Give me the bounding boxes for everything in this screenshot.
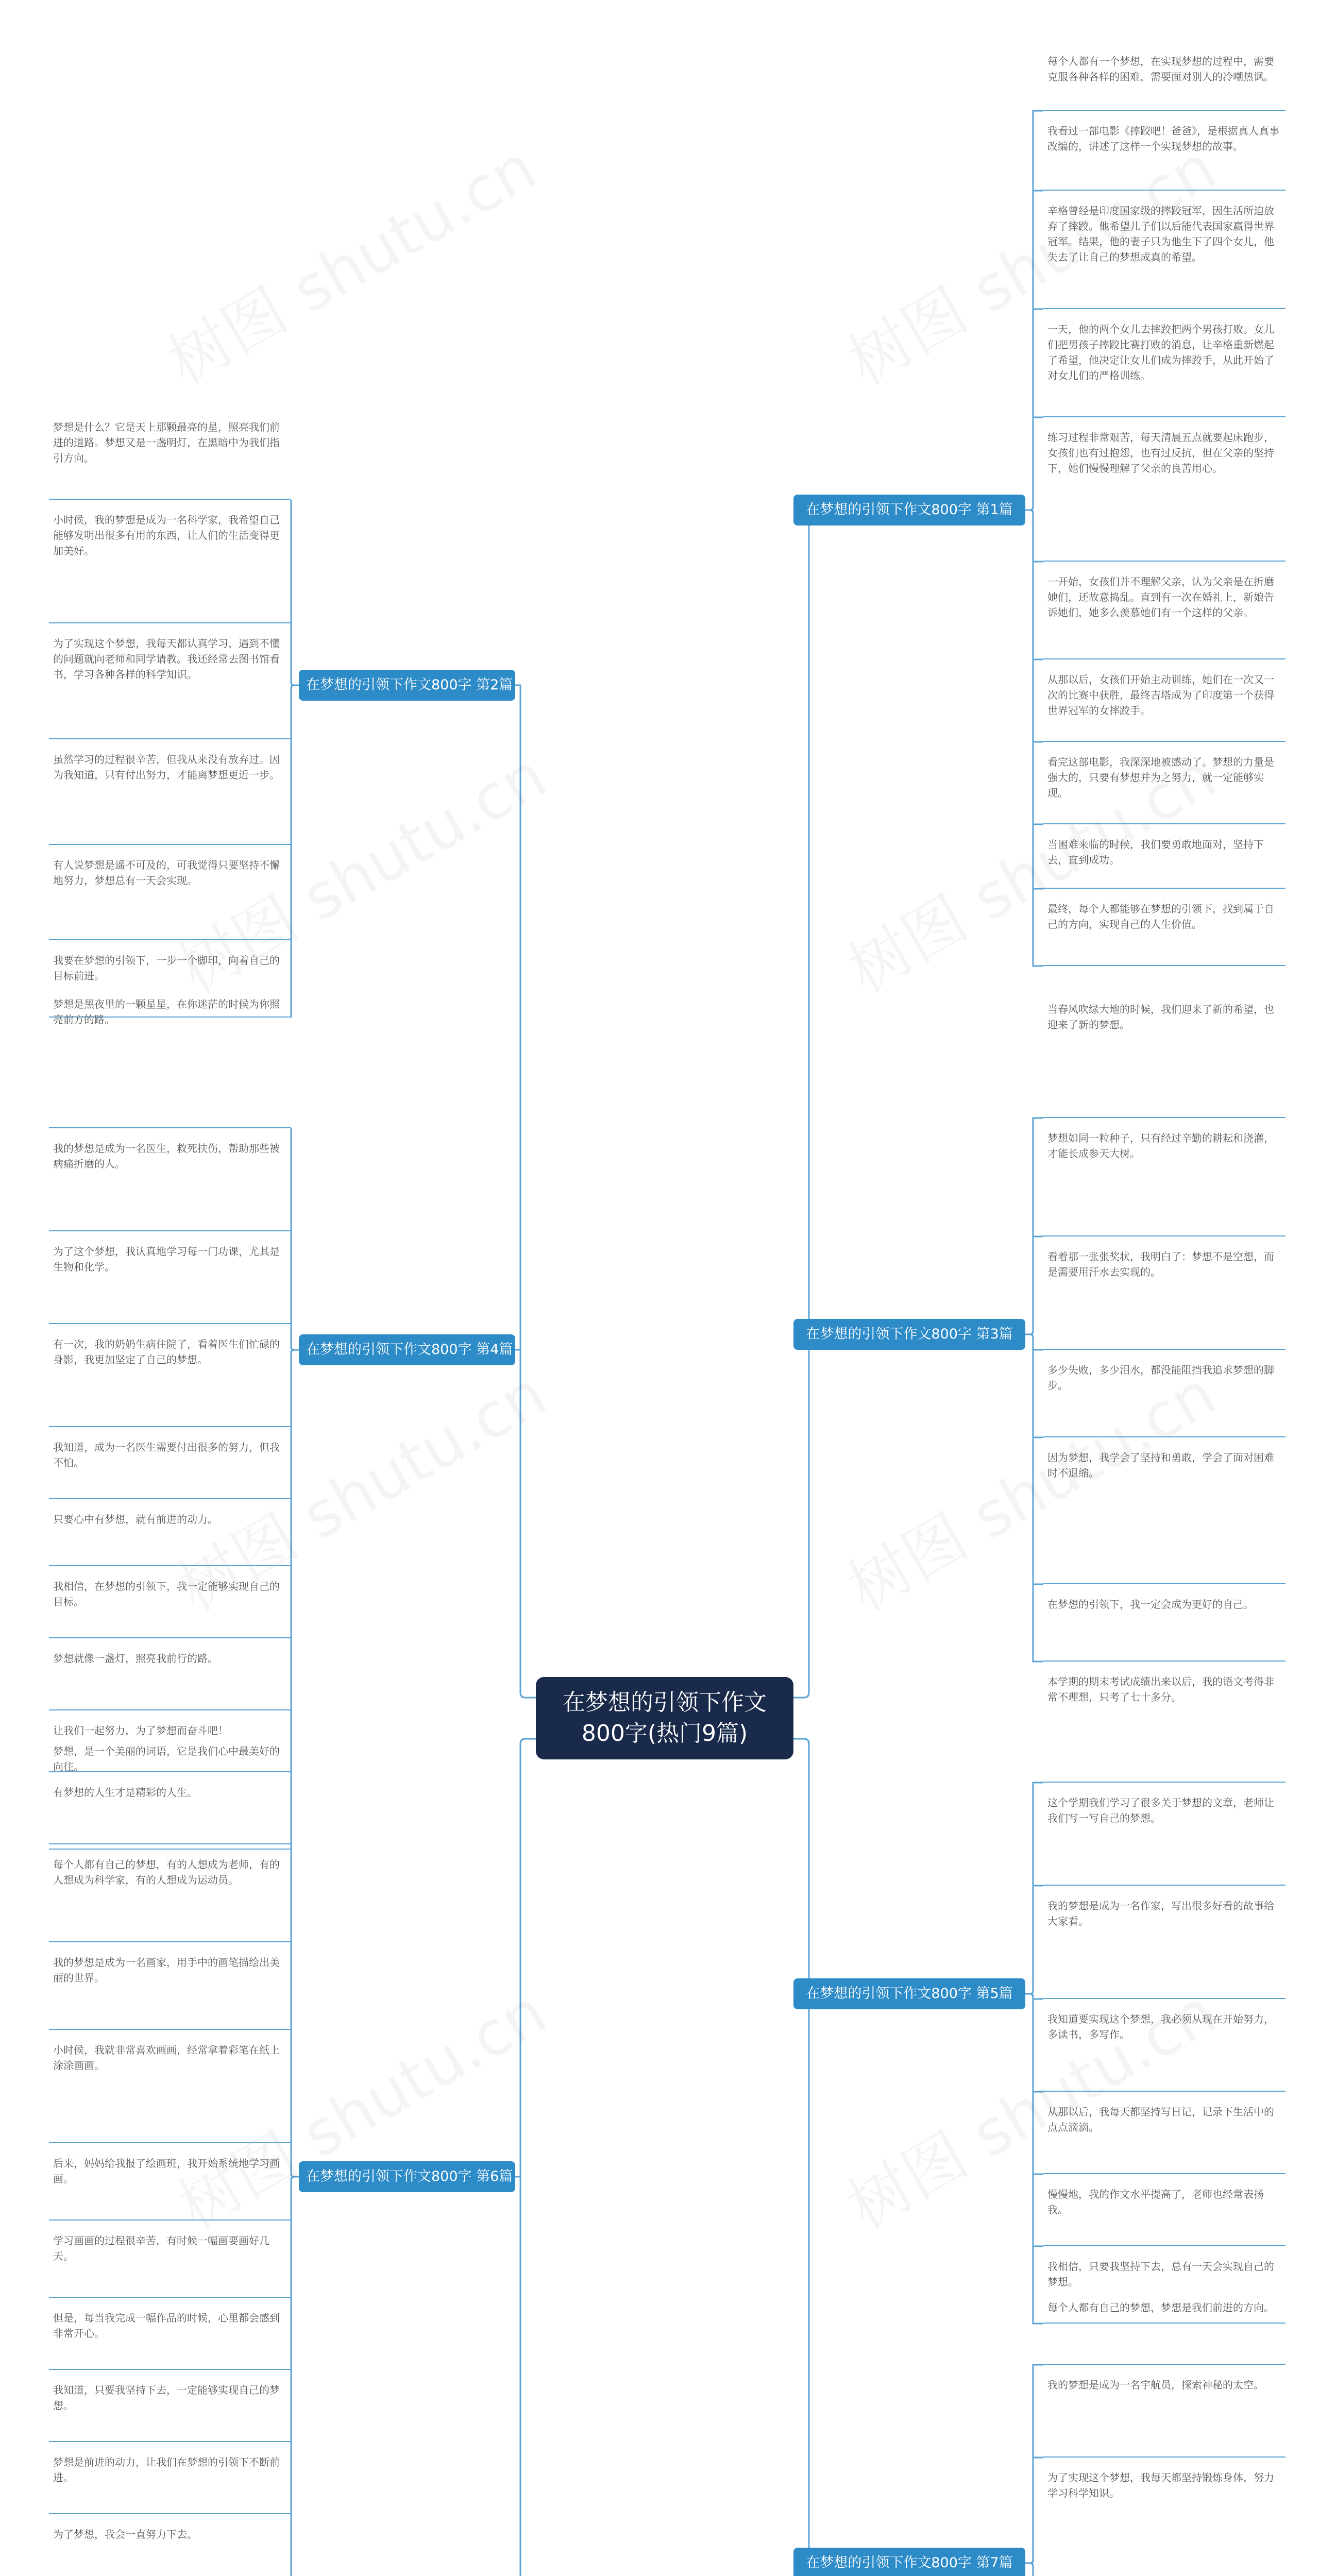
leaf-note[interactable]: [49, 2380, 291, 2442]
leaf-note-text: 我相信，在梦想的引领下，我一定能够实现自己的目标。: [53, 1580, 280, 1608]
leaf-note[interactable]: [49, 634, 291, 739]
leaf-note[interactable]: [49, 1741, 291, 1844]
leaf-note[interactable]: [1043, 121, 1286, 191]
branch-leaf-link: [291, 1231, 299, 1350]
leaf-note[interactable]: [1043, 1896, 1286, 1999]
leaf-note[interactable]: [1043, 428, 1286, 562]
branch-leaf-link: [291, 1350, 299, 1772]
leaf-note[interactable]: [49, 1577, 291, 1638]
leaf-note-text: 我相信，只要我坚持下去，总有一天会实现自己的梦想。: [1047, 2260, 1274, 2288]
branch-leaf-link: [1025, 1994, 1043, 2174]
leaf-note[interactable]: [1043, 2468, 1286, 2576]
leaf-note[interactable]: [1043, 752, 1286, 824]
branch-leaf-link: [291, 1350, 299, 1499]
branch-leaf-link: [291, 2030, 299, 2177]
branch-leaf-link: [291, 500, 299, 685]
leaf-note[interactable]: [1043, 1448, 1286, 1584]
leaf-note-text: 每个人都有一个梦想，在实现梦想的过程中，需要克服各种各样的困难，需要面对别人的冷嘲热讽。: [1047, 55, 1274, 83]
leaf-note[interactable]: [49, 1437, 291, 1499]
branch-leaf-link: [1025, 1886, 1043, 1994]
leaf-note-text: 我知道要实现这个梦想，我必须从现在开始努力，多读书，多写作。: [1047, 2013, 1274, 2041]
branch-leaf-link: [291, 1350, 299, 1427]
leaf-note[interactable]: [49, 1649, 291, 1710]
leaf-note[interactable]: [49, 417, 291, 500]
root-branch-link: [793, 510, 809, 1698]
branch-leaf-link: [1025, 510, 1043, 824]
branch-leaf-link: [291, 685, 299, 739]
root-branch-link: [515, 1350, 536, 1698]
leaf-note-text: 看着那一张张奖状，我明白了：梦想不是空想，而是需要用汗水去实现的。: [1047, 1250, 1274, 1278]
branch-leaf-link: [291, 2143, 299, 2177]
branch-topic-3[interactable]: 在梦想的引领下作文800字 第3篇: [793, 1319, 1025, 1350]
leaf-note[interactable]: [1043, 572, 1286, 659]
leaf-note-text: 梦想是什么？它是天上那颗最亮的星，照亮我们前进的道路。梦想又是一盏明灯，在黑暗中为我们指引方向。: [53, 421, 280, 464]
leaf-note-text: 在梦想的引领下，我一定会成为更好的自己。: [1047, 1598, 1254, 1611]
leaf-note[interactable]: [1043, 835, 1286, 889]
leaf-note-text: 我看过一部电影《摔跤吧！爸爸》，是根据真人真事改编的，讲述了这样一个实现梦想的故事。: [1047, 125, 1279, 152]
leaf-note[interactable]: [1043, 999, 1286, 1118]
leaf-note[interactable]: [49, 510, 291, 623]
leaf-note-text: 虽然学习的过程很辛苦，但我从来没有放弃过。因为我知道，只有付出努力，才能离梦想更近一步。: [53, 753, 280, 781]
branch-leaf-link: [1025, 2365, 1043, 2563]
branch-leaf-link: [291, 1128, 299, 1350]
leaf-note-text: 从那以后，我每天都坚持写日记，记录下生活中的点点滴滴。: [1047, 2106, 1274, 2133]
branch-leaf-link: [1025, 1236, 1043, 1334]
leaf-note[interactable]: [1043, 319, 1286, 417]
branch-leaf-link: [1025, 1994, 1043, 2092]
leaf-note[interactable]: [49, 750, 291, 845]
branch-leaf-link: [1025, 2563, 1043, 2576]
leaf-note-text: 本学期的期末考试成绩出来以后，我的语文考得非常不理想，只考了七十多分。: [1047, 1675, 1274, 1703]
branch-leaf-link: [291, 2177, 299, 2576]
leaf-note-text: 多少失败，多少泪水，都没能阻挡我追求梦想的脚步。: [1047, 1364, 1274, 1392]
leaf-note-text: 一开始，女孩们并不理解父亲，认为父亲是在折磨她们，还故意捣乱。直到有一次在婚礼上，新娘告诉她们，她多么羡慕她们有一个这样的父亲。: [1047, 575, 1274, 619]
leaf-note-text: 最终，每个人都能够在梦想的引领下，找到属于自己的方向，实现自己的人生价值。: [1047, 903, 1274, 930]
branch-topic-7[interactable]: 在梦想的引领下作文800字 第7篇: [793, 2548, 1025, 2576]
root-topic[interactable]: 在梦想的引领下作文800字(热门9篇): [536, 1677, 793, 1759]
leaf-note[interactable]: [49, 2154, 291, 2221]
branch-leaf-link: [1025, 2563, 1043, 2576]
leaf-note[interactable]: [1043, 201, 1286, 309]
leaf-note-text: 我的梦想是成为一名作家，写出很多好看的故事给大家看。: [1047, 1900, 1274, 1927]
branch-leaf-link: [291, 1350, 299, 1710]
branch-leaf-link: [291, 2177, 299, 2370]
root-branch-link: [793, 1739, 809, 2576]
leaf-note[interactable]: [1043, 899, 1286, 966]
leaf-note[interactable]: [1043, 2009, 1286, 2092]
leaf-note-text: 梦想如同一粒种子，只有经过辛勤的耕耘和浇灌，才能长成参天大树。: [1047, 1132, 1274, 1160]
branch-leaf-link: [291, 2177, 299, 2298]
leaf-note[interactable]: [49, 1953, 291, 2030]
branch-leaf-link: [1025, 510, 1043, 562]
leaf-note[interactable]: [1043, 2184, 1286, 2246]
leaf-note[interactable]: [1043, 670, 1286, 742]
branch-leaf-link: [1025, 1994, 1043, 2324]
root-branch-link: [793, 1334, 809, 1698]
branch-leaf-link: [291, 685, 299, 940]
leaf-note[interactable]: [49, 1334, 291, 1427]
leaf-note-text: 只要心中有梦想，就有前进的动力。: [53, 1513, 218, 1526]
branch-leaf-link: [291, 1844, 299, 2177]
leaf-note[interactable]: [49, 2040, 291, 2143]
leaf-note-text: 为了实现这个梦想，我每天都认真学习，遇到不懂的问题就向老师和同学请教。我还经常去图书馆看书，学习各种各样的科学知识。: [53, 637, 280, 681]
root-branch-link: [793, 1739, 809, 2563]
leaf-note-text: 我要在梦想的引领下，一步一个脚印，向着自己的目标前进。: [53, 954, 280, 982]
branch-leaf-link: [291, 1942, 299, 2177]
branch-leaf-link: [1025, 1994, 1043, 2246]
leaf-note[interactable]: [49, 1855, 291, 1942]
leaf-note-text: 慢慢地，我的作文水平提高了，老师也经常表扬我。: [1047, 2188, 1264, 2216]
branch-leaf-link: [291, 1324, 299, 1350]
leaf-note[interactable]: [1043, 1793, 1286, 1886]
leaf-note-text: 学习画画的过程很辛苦，有时候一幅画要画好几天。: [53, 2234, 269, 2262]
leaf-note-text: 每个人都有自己的梦想，梦想是我们前进的方向。: [1047, 2301, 1274, 2314]
leaf-note-text: 梦想，是一个美丽的词语，它是我们心中最美好的向往。: [53, 1745, 280, 1773]
leaf-note-text: 后来，妈妈给我报了绘画班，我开始系统地学习画画。: [53, 2157, 280, 2185]
root-branch-link: [793, 1739, 809, 1994]
leaf-note-text: 梦想是前进的动力，让我们在梦想的引领下不断前进。: [53, 2456, 280, 2484]
leaf-note-text: 一天，他的两个女儿去摔跤把两个男孩打败。女儿们把男孩子摔跤比赛打败的消息，让辛格重新燃起了希望，他决定让女儿们成为摔跤手，从此开始了对女儿们的严格训练。: [1047, 323, 1274, 382]
leaf-note-text: 因为梦想，我学会了坚持和勇敢，学会了面对困难时不退缩。: [1047, 1451, 1274, 1479]
branch-leaf-link: [291, 1350, 299, 1850]
branch-leaf-link: [1025, 1334, 1043, 1350]
branch-topic-2[interactable]: 在梦想的引领下作文800字 第2篇: [299, 670, 515, 701]
leaf-note[interactable]: [49, 994, 291, 1128]
branch-leaf-link: [291, 2177, 299, 2221]
branch-leaf-link: [1025, 417, 1043, 510]
leaf-note[interactable]: [49, 1139, 291, 1231]
leaf-note[interactable]: [1043, 1595, 1286, 1662]
leaf-note-text: 我知道，只要我坚持下去，一定能够实现自己的梦想。: [53, 2384, 280, 2412]
branch-leaf-link: [1025, 2563, 1043, 2576]
leaf-note-text: 有梦想的人生才是精彩的人生。: [53, 1786, 197, 1799]
branch-leaf-link: [1025, 1118, 1043, 1334]
leaf-note[interactable]: [1043, 1128, 1286, 1236]
leaf-note-text: 当春风吹绿大地的时候，我们迎来了新的希望，也迎来了新的梦想。: [1047, 1003, 1274, 1031]
leaf-note-text: 每个人都有自己的梦想，有的人想成为老师，有的人想成为科学家，有的人想成为运动员。: [53, 1858, 280, 1886]
leaf-note[interactable]: [49, 2524, 291, 2576]
branch-leaf-link: [1025, 510, 1043, 889]
branch-topic-1[interactable]: 在梦想的引领下作文800字 第1篇: [793, 495, 1025, 526]
branch-leaf-link: [291, 685, 299, 845]
branch-leaf-link: [291, 2177, 299, 2514]
branch-leaf-link: [1025, 510, 1043, 742]
branch-leaf-link: [1025, 1334, 1043, 1662]
leaf-note-text: 小时候，我的梦想是成为一名科学家，我希望自己能够发明出很多有用的东西，让人们的生活变得更加美好。: [53, 514, 280, 557]
root-branch-link: [515, 1739, 536, 2177]
leaf-note-text: 我知道，成为一名医生需要付出很多的努力，但我不怕。: [53, 1441, 280, 1469]
leaf-note-text: 为了梦想，我会一直努力下去。: [53, 2528, 197, 2540]
leaf-note[interactable]: [49, 2231, 291, 2298]
branch-topic-6[interactable]: 在梦想的引领下作文800字 第6篇: [299, 2161, 515, 2192]
leaf-note[interactable]: [1043, 2298, 1286, 2365]
root-branch-link: [515, 685, 536, 1698]
branch-leaf-link: [291, 1350, 299, 1566]
branch-leaf-link: [1025, 191, 1043, 510]
branch-topic-5[interactable]: 在梦想的引领下作文800字 第5篇: [793, 1978, 1025, 2009]
branch-leaf-link: [291, 1350, 299, 1638]
branch-leaf-link: [1025, 1783, 1043, 1994]
leaf-note-text: 我的梦想是成为一名画家，用手中的画笔描绘出美丽的世界。: [53, 1956, 280, 1984]
leaf-note[interactable]: [49, 2308, 291, 2370]
leaf-note[interactable]: [1043, 2375, 1286, 2458]
leaf-note-text: 让我们一起努力，为了梦想而奋斗吧！: [53, 1724, 228, 1737]
branch-leaf-link: [1025, 1334, 1043, 1584]
leaf-note-text: 有一次，我的奶奶生病住院了，看着医生们忙碌的身影，我更加坚定了自己的梦想。: [53, 1338, 280, 1366]
leaf-note-text: 这个学期我们学习了很多关于梦想的文章，老师让我们写一写自己的梦想。: [1047, 1797, 1274, 1824]
branch-leaf-link: [1025, 2458, 1043, 2563]
leaf-note-text: 辛格曾经是印度国家级的摔跤冠军，因生活所迫放弃了摔跤。他希望儿子们以后能代表国家赢得世界冠军。结果，他的妻子只为他生下了四个女儿，他失去了让自己的梦想成真的希望。: [1047, 205, 1274, 263]
leaf-note-text: 看完这部电影，我深深地被感动了。梦想的力量是强大的，只要有梦想并为之努力，就一定能够实现。: [1047, 756, 1274, 799]
leaf-note-text: 我的梦想是成为一名医生，救死扶伤，帮助那些被病痛折磨的人。: [53, 1142, 280, 1170]
leaf-note-text: 为了实现这个梦想，我每天都坚持锻炼身体，努力学习科学知识。: [1047, 2471, 1274, 2499]
leaf-note-text: 我的梦想是成为一名宇航员，探索神秘的太空。: [1047, 2379, 1264, 2391]
leaf-note-text: 梦想就像一盏灯，照亮我前行的路。: [53, 1652, 218, 1665]
leaf-note[interactable]: [49, 1510, 291, 1566]
branch-topic-4[interactable]: 在梦想的引领下作文800字 第4篇: [299, 1334, 515, 1365]
leaf-note[interactable]: [49, 2452, 291, 2514]
leaf-note[interactable]: [1043, 2102, 1286, 2174]
leaf-note-text: 练习过程非常艰苦，每天清晨五点就要起床跑步，女孩们也有过抱怨，也有过反抗，但在父亲的坚持下，她们慢慢理解了父亲的良苦用心。: [1047, 431, 1274, 474]
leaf-note[interactable]: [1043, 1672, 1286, 1783]
branch-leaf-link: [1025, 111, 1043, 510]
branch-leaf-link: [1025, 2563, 1043, 2576]
branch-leaf-link: [291, 685, 299, 1018]
branch-leaf-link: [291, 2177, 299, 2442]
root-branch-link: [515, 1739, 536, 2576]
leaf-note[interactable]: [1043, 52, 1286, 111]
leaf-note-text: 为了这个梦想，我认真地学习每一门功课，尤其是生物和化学。: [53, 1245, 280, 1273]
branch-leaf-link: [1025, 510, 1043, 659]
leaf-note-text: 从那以后，女孩们开始主动训练，她们在一次又一次的比赛中获胜，最终吉塔成为了印度第一个获得世界冠军的女摔跤手。: [1047, 673, 1274, 717]
branch-leaf-link: [1025, 309, 1043, 510]
leaf-note[interactable]: [1043, 1247, 1286, 1350]
branch-leaf-link: [291, 623, 299, 685]
leaf-note-text: 当困难来临的时候，我们要勇敢地面对，坚持下去，直到成功。: [1047, 838, 1264, 866]
leaf-note[interactable]: [49, 855, 291, 940]
leaf-note-text: 有人说梦想是遥不可及的，可我觉得只要坚持不懈地努力，梦想总有一天会实现。: [53, 859, 280, 887]
leaf-note-text: 但是，每当我完成一幅作品的时候，心里都会感到非常开心。: [53, 2312, 280, 2340]
leaf-note[interactable]: [49, 1242, 291, 1324]
leaf-note[interactable]: [1043, 1360, 1286, 1437]
branch-leaf-link: [1025, 510, 1043, 966]
leaf-note-text: 小时候，我就非常喜欢画画，经常拿着彩笔在纸上涂涂画画。: [53, 2044, 280, 2072]
leaf-note-text: 梦想是黑夜里的一颗星星，在你迷茫的时候为你照亮前方的路。: [53, 998, 280, 1026]
